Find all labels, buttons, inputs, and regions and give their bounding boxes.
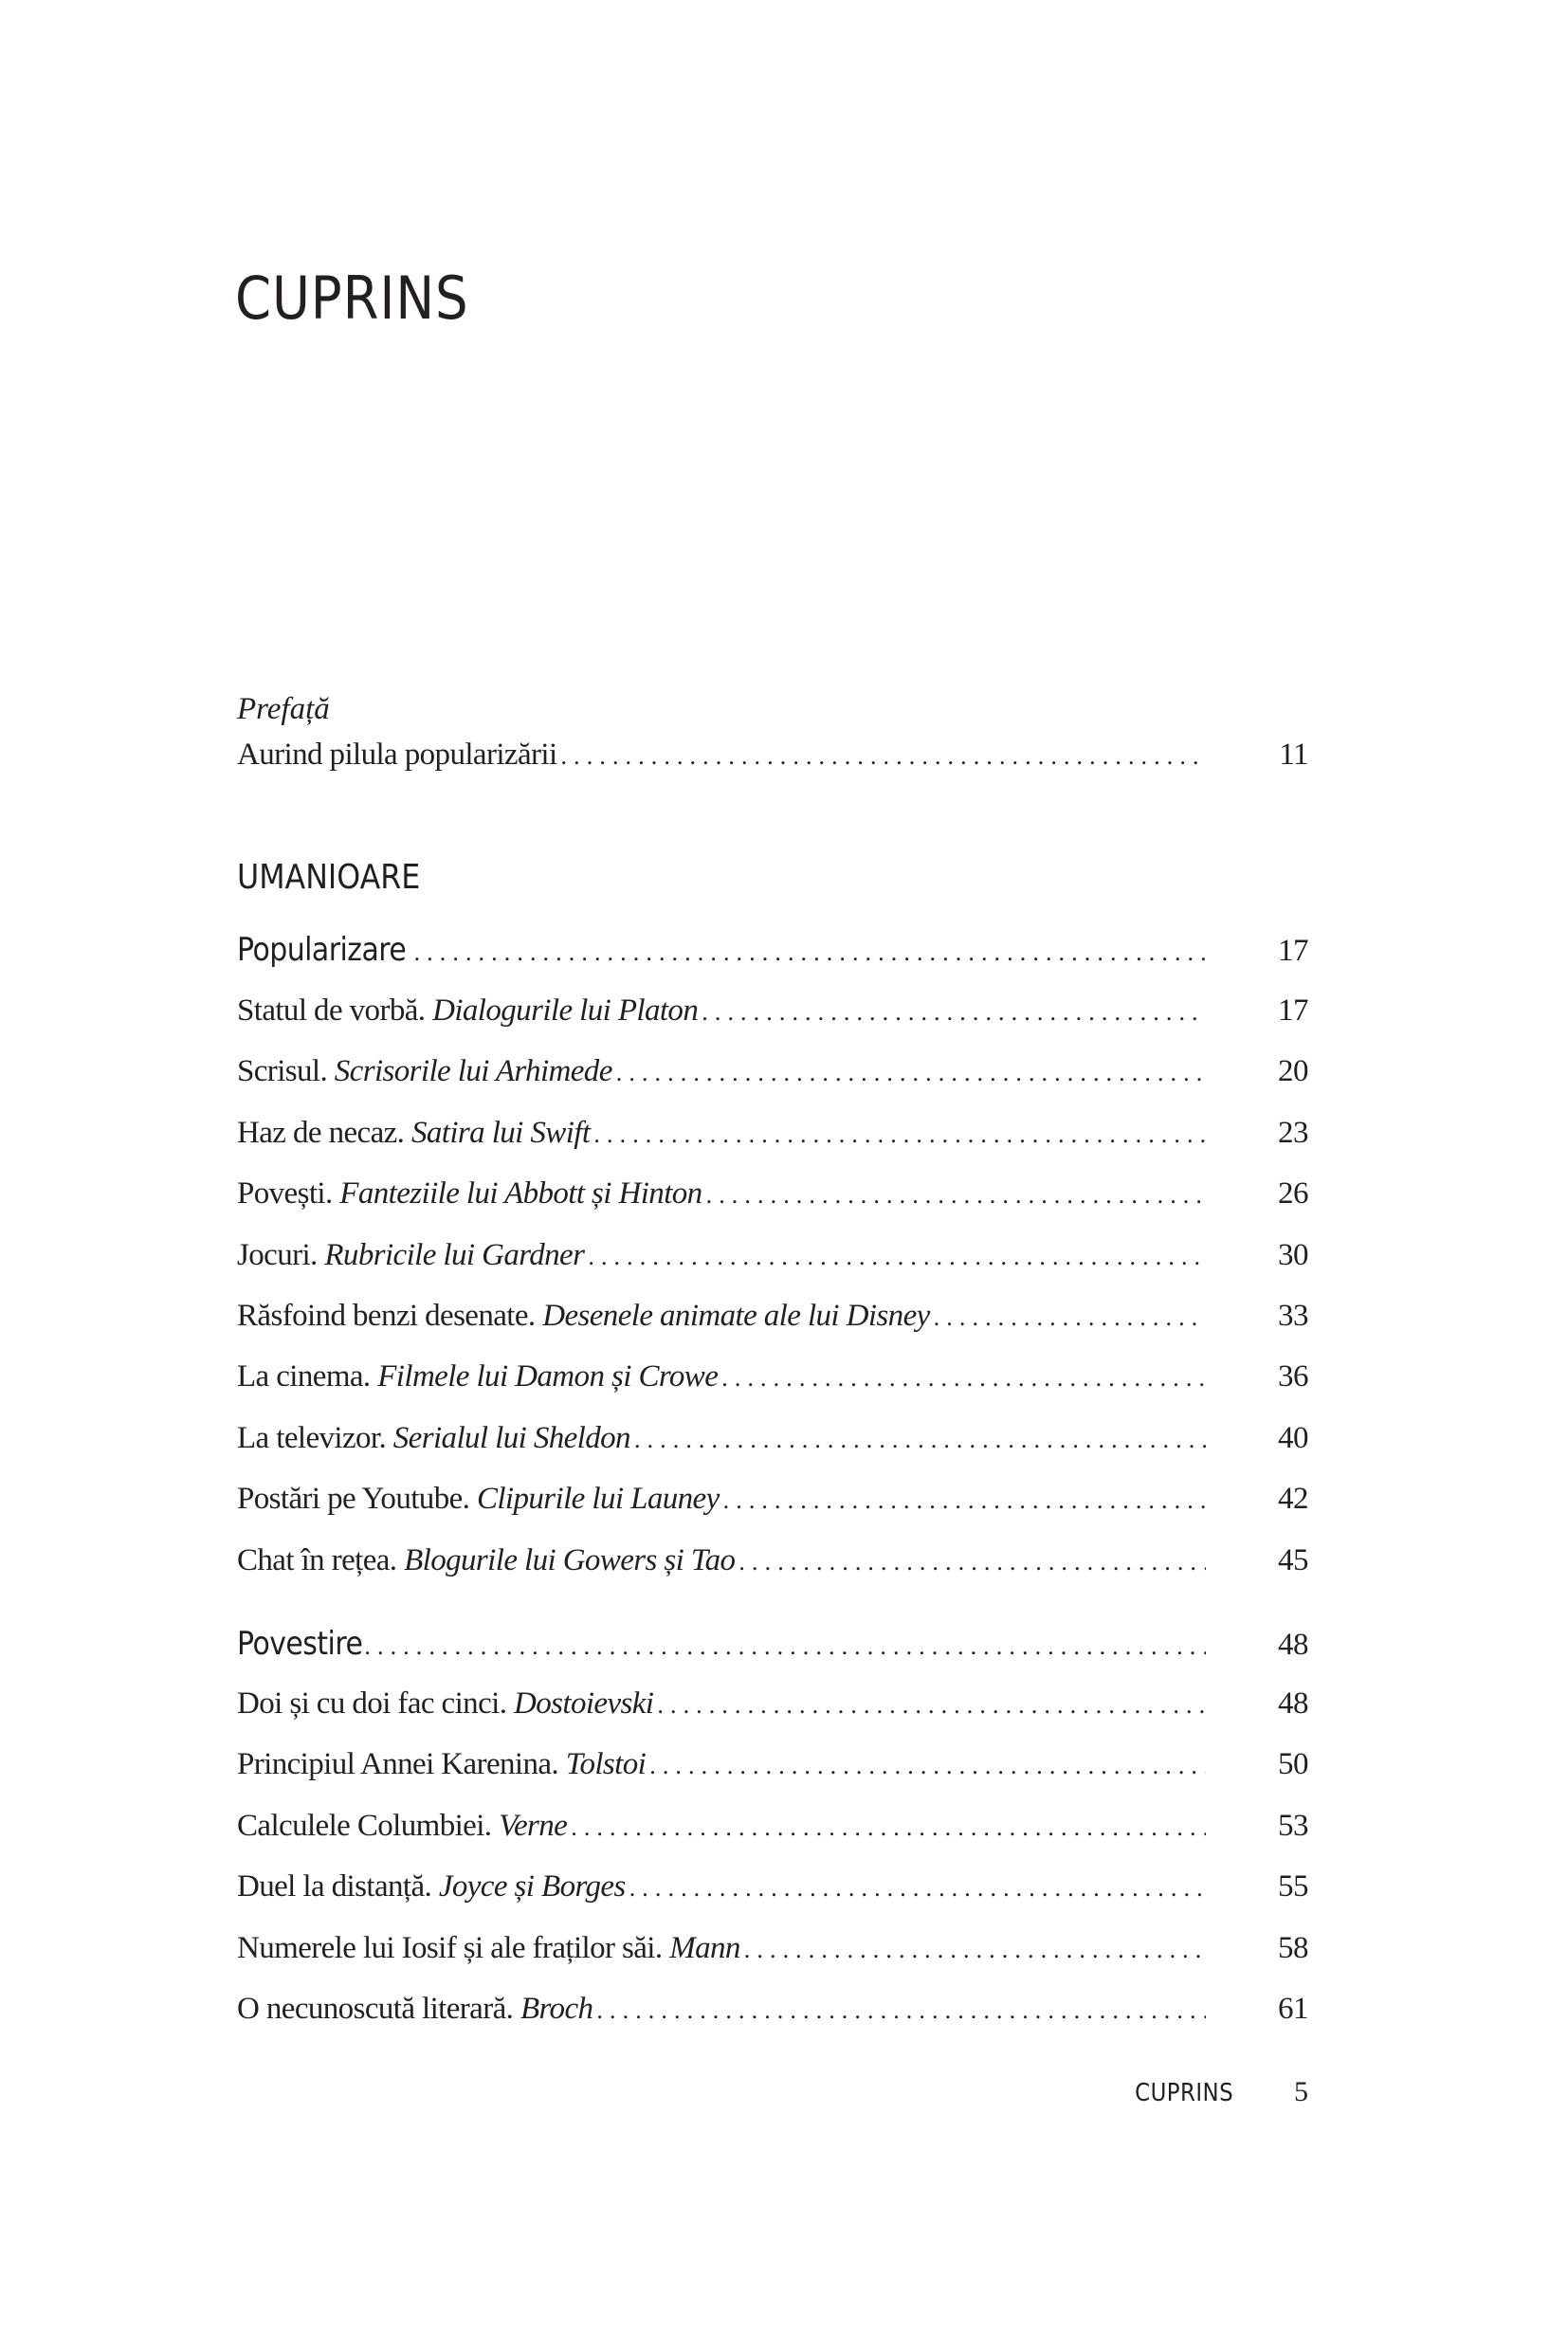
entry-page: 61 <box>1278 1992 1308 2026</box>
entry-subtitle: Verne <box>499 1808 568 1843</box>
entry-page: 17 <box>1278 993 1308 1028</box>
entry-page: 45 <box>1278 1542 1308 1577</box>
entry-title <box>237 1482 720 1517</box>
entry-title <box>237 1176 702 1212</box>
toc-entry[interactable] <box>237 1809 1308 1856</box>
dot-leader <box>634 1421 1206 1456</box>
toc-entry[interactable] <box>237 1931 1308 1978</box>
dot-leader <box>744 1931 1206 1966</box>
entry-page: 42 <box>1278 1482 1308 1517</box>
toc-entry[interactable] <box>237 1482 1308 1529</box>
entry-title <box>237 1359 718 1394</box>
entry-main-title: Duel la distanță. <box>237 1869 432 1904</box>
dot-leader <box>629 1869 1206 1904</box>
entry-page: 58 <box>1278 1930 1308 1965</box>
entry-main-title: Doi și cu doi fac cinci. <box>237 1686 507 1721</box>
dot-leader <box>649 1747 1206 1782</box>
entry-title <box>237 1238 584 1273</box>
entry-main-title: Chat în rețea. <box>237 1542 397 1577</box>
toc-entry[interactable] <box>237 1054 1308 1102</box>
entry-subtitle: Fanteziile lui Abbott și Hinton <box>339 1176 702 1212</box>
section-title: Povestire <box>237 1625 363 1663</box>
page-number: 5 <box>1294 2076 1308 2107</box>
entry-page: 23 <box>1278 1115 1308 1150</box>
dot-leader <box>738 1543 1206 1578</box>
page-footer <box>1121 2076 1308 2108</box>
dot-leader <box>414 933 1206 969</box>
section-page: 48 <box>1278 1628 1308 1662</box>
entry-title <box>237 1931 740 1966</box>
toc-entry[interactable] <box>237 1992 1308 2039</box>
entry-title <box>237 1299 930 1334</box>
entry-main-title: Jocuri. <box>237 1237 318 1272</box>
dot-leader <box>561 738 1206 773</box>
entry-subtitle: Dostoievski <box>514 1686 654 1721</box>
entry-title <box>237 993 698 1029</box>
dot-leader <box>657 1686 1206 1722</box>
toc-section-popularizare[interactable] <box>237 931 1308 978</box>
toc-entry[interactable] <box>237 1543 1308 1591</box>
entry-subtitle: Desenele animate ale lui Disney <box>542 1299 930 1333</box>
running-title: CUPRINS <box>1135 2079 1233 2107</box>
entry-main-title: Haz de necaz. <box>237 1115 405 1150</box>
toc-entry-preface[interactable] <box>237 738 1308 785</box>
entry-title <box>237 1809 567 1844</box>
entry-subtitle: Dialogurile lui Platon <box>432 993 699 1028</box>
entry-title <box>237 1421 630 1456</box>
entry-subtitle: Broch <box>520 1992 593 2026</box>
toc-section-povestire[interactable] <box>237 1625 1308 1672</box>
entry-page: 53 <box>1278 1808 1308 1843</box>
toc-entry[interactable] <box>237 1747 1308 1795</box>
entry-title <box>237 1686 653 1722</box>
entry-main-title: Numerele lui Iosif și ale fraților săi. <box>237 1930 663 1965</box>
entry-page: 40 <box>1278 1420 1308 1455</box>
entry-title <box>237 1869 626 1904</box>
preface-label: Prefață <box>237 692 330 726</box>
section-title: Popularizare <box>237 931 407 969</box>
entry-subtitle: Tolstoi <box>565 1747 647 1782</box>
entry-subtitle: Filmele lui Damon și Crowe <box>377 1359 719 1394</box>
toc-entry[interactable] <box>237 1869 1308 1917</box>
entry-subtitle: Satira lui Swift <box>410 1115 591 1150</box>
entry-page: 55 <box>1278 1869 1308 1904</box>
entry-subtitle: Blogurile lui Gowers și Tao <box>404 1542 736 1577</box>
entry-page: 11 <box>1279 738 1308 772</box>
entry-subtitle: Joyce și Borges <box>438 1869 626 1904</box>
dot-leader <box>934 1299 1206 1334</box>
dot-leader <box>593 1116 1206 1151</box>
toc-entry[interactable] <box>237 1359 1308 1407</box>
entry-title: Aurind pilula popularizării <box>237 738 557 772</box>
entry-title <box>237 1116 590 1151</box>
dot-leader <box>596 1992 1206 2027</box>
entry-page: 50 <box>1278 1747 1308 1782</box>
entry-main-title: Statul de vorbă. <box>237 993 426 1028</box>
entry-main-title: Principiul Annei Karenina. <box>237 1747 559 1782</box>
entry-main-title: Scrisul. <box>237 1054 328 1089</box>
part-heading: UMANIOARE <box>237 858 421 897</box>
entry-main-title: O necunoscută literară. <box>237 1992 514 2026</box>
entry-main-title: Calculele Columbiei. <box>237 1808 492 1843</box>
toc-entry[interactable] <box>237 993 1308 1041</box>
dot-leader <box>721 1359 1206 1394</box>
entry-page: 26 <box>1278 1176 1308 1212</box>
entry-subtitle: Rubricile lui Gardner <box>324 1237 585 1272</box>
entry-page: 36 <box>1278 1359 1308 1394</box>
entry-title <box>237 1054 612 1089</box>
entry-subtitle: Mann <box>669 1930 740 1965</box>
entry-page: 20 <box>1278 1054 1308 1089</box>
toc-entry[interactable] <box>237 1176 1308 1224</box>
dot-leader <box>702 993 1206 1029</box>
toc-entry[interactable] <box>237 1421 1308 1468</box>
entry-subtitle: Serialul lui Sheldon <box>392 1420 630 1455</box>
entry-main-title: Povești. <box>237 1176 333 1212</box>
dot-leader <box>723 1482 1206 1517</box>
entry-main-title: La cinema. <box>237 1359 371 1394</box>
toc-entry[interactable] <box>237 1686 1308 1734</box>
entry-page: 48 <box>1278 1686 1308 1721</box>
entry-title <box>237 1543 735 1578</box>
entry-subtitle: Clipurile lui Launey <box>476 1482 720 1517</box>
entry-main-title: Postări pe Youtube. <box>237 1482 470 1517</box>
entry-title <box>237 1747 646 1782</box>
entry-page: 30 <box>1278 1237 1308 1272</box>
entry-main-title: Răsfoind benzi desenate. <box>237 1299 536 1333</box>
dot-leader <box>588 1238 1206 1273</box>
entry-title <box>237 1992 593 2027</box>
dot-leader <box>571 1809 1206 1844</box>
dot-leader <box>364 1627 1206 1663</box>
toc-entry[interactable] <box>237 1116 1308 1163</box>
entry-page: 33 <box>1278 1299 1308 1333</box>
entry-subtitle: Scrisorile lui Arhimede <box>334 1054 612 1089</box>
toc-entry[interactable] <box>237 1299 1308 1346</box>
page-title: CUPRINS <box>235 264 469 333</box>
dot-leader <box>706 1176 1206 1212</box>
entry-main-title: La televizor. <box>237 1420 387 1455</box>
section-page: 17 <box>1278 934 1308 968</box>
dot-leader <box>616 1054 1206 1089</box>
toc-entry[interactable] <box>237 1238 1308 1285</box>
